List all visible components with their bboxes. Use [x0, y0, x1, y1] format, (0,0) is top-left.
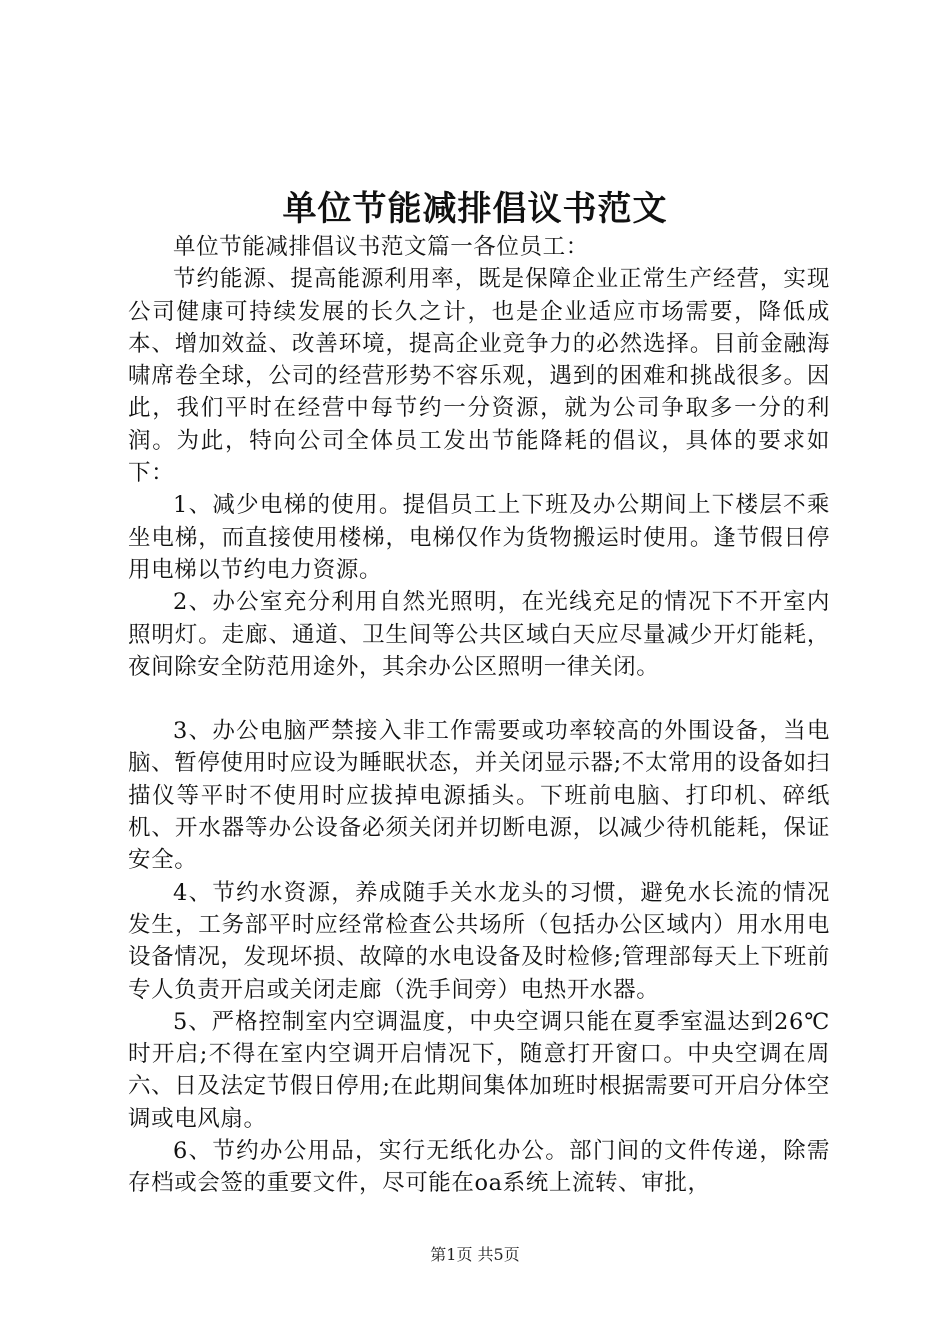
paragraph-item-3: 3、办公电脑严禁接入非工作需要或功率较高的外围设备，当电脑、暂停使用时应设为睡眠状态，并关闭显示器;不太常用的设备如扫描仪等平时不使用时应拔掉电源插头。下班前电脑、打印机、碎纸机、开水器等办公设备必须关闭并切断电源，以减少待机能耗，保证安全。 [128, 718, 830, 874]
paragraph-intro: 节约能源、提高能源利用率，既是保障企业正常生产经营，实现公司健康可持续发展的长久之计，也是企业适应市场需要，降低成本、增加效益、改善环境，提高企业竞争力的必然选择。目前金融海啸席卷全球，公司的经营形势不容乐观，遇到的困难和挑战很多。因此，我们平时在经营中每节约一分资源，就为公司争取多一分的利润。为此，特向公司全体员工发出节能降耗的倡议，具体的要求如下： [128, 266, 830, 487]
paragraph-salutation: 单位节能减排倡议书范文篇一各位员工： [173, 234, 589, 260]
document-body [128, 231, 830, 1200]
paragraph-item-1: 1、减少电梯的使用。提倡员工上下班及办公期间上下楼层不乘坐电梯，而直接使用楼梯，电梯仅作为货物搬运时使用。逢节假日停用电梯以节约电力资源。 [128, 492, 830, 583]
paragraph-item-5: 5、严格控制室内空调温度，中央空调只能在夏季室温达到26℃时开启;不得在室内空调开启情况下，随意打开窗口。中央空调在周六、日及法定节假日停用;在此期间集体加班时根据需要可开启分体空调或电风扇。 [128, 1008, 830, 1132]
paragraph-item-2: 2、办公室充分利用自然光照明，在光线充足的情况下不开室内照明灯。走廊、通道、卫生间等公共区域白天应尽量减少开灯能耗，夜间除安全防范用途外，其余办公区照明一律关闭。 [128, 589, 830, 680]
page-number-footer: 第1页 共5页 [430, 1245, 520, 1264]
document-title: 单位节能减排倡议书范文 [282, 189, 668, 229]
paragraph-item-4: 4、节约水资源，养成随手关水龙头的习惯，避免水长流的情况发生，工务部平时应经常检查公共场所（包括办公区域内）用水用电设备情况，发现坏损、故障的水电设备及时检修;管理部每天上下班前专人负责开启或关闭走廊（洗手间旁）电热开水器。 [128, 879, 830, 1003]
paragraph-item-6: 6、节约办公用品，实行无纸化办公。部门间的文件传递，除需存档或会签的重要文件，尽可能在oa系统上流转、审批， [128, 1138, 830, 1197]
